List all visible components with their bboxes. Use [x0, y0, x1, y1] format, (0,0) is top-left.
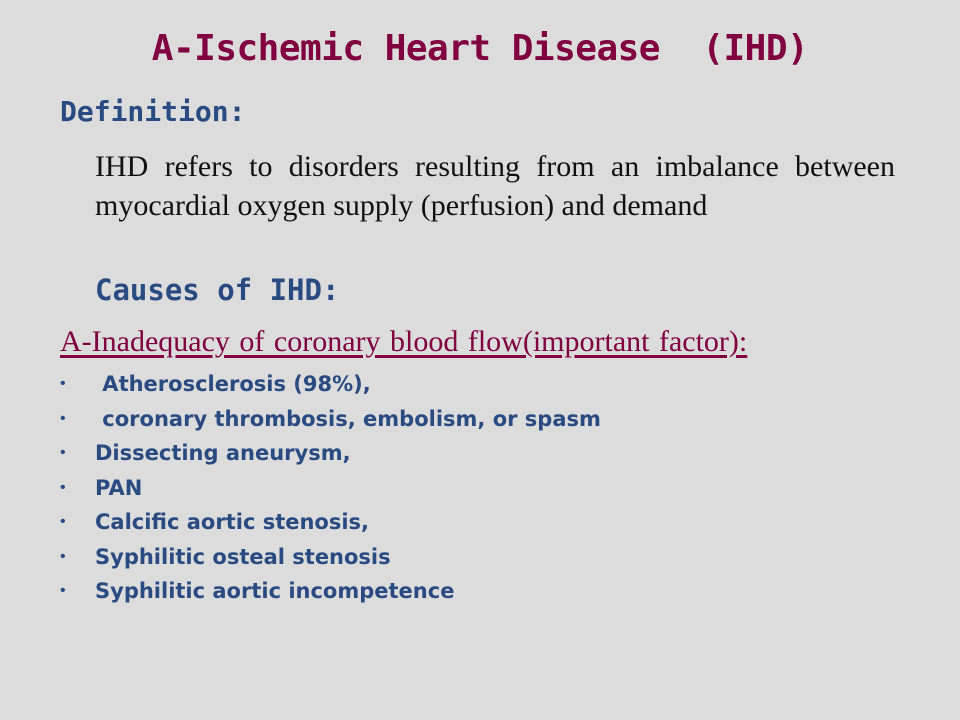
list-item	[60, 471, 601, 506]
definition-text: IHD refers to disorders resulting from an imbalance between myocardial oxygen supply (perfusion) and demand	[95, 150, 895, 222]
list-item	[60, 402, 601, 437]
causes-list	[60, 367, 601, 609]
bullet-icon: •	[60, 409, 66, 427]
slide-title: A-Ischemic Heart Disease (IHD)	[151, 28, 809, 69]
bullet-icon: •	[60, 547, 66, 565]
list-item	[60, 505, 601, 540]
list-item	[60, 574, 601, 609]
bullet-icon: •	[60, 478, 66, 496]
list-item	[60, 436, 601, 471]
list-item-text: Syphilitic osteal stenosis	[95, 544, 391, 569]
bullet-icon: •	[60, 444, 66, 462]
bullet-icon: •	[60, 582, 66, 600]
list-item-text: Syphilitic aortic incompetence	[95, 579, 455, 604]
list-item-text: coronary thrombosis, embolism, or spasm	[95, 406, 601, 431]
bullet-icon: •	[60, 375, 66, 393]
list-item-text: PAN	[95, 475, 143, 500]
list-item-text: Calcific aortic stenosis,	[95, 510, 370, 535]
causes-heading: Causes of IHD:	[95, 273, 340, 307]
list-item-text: Atherosclerosis (98%),	[95, 372, 371, 397]
list-item	[60, 367, 601, 402]
causes-subheading: A-Inadequacy of coronary blood flow(important factor):	[60, 325, 748, 358]
bullet-icon: •	[60, 513, 66, 531]
list-item	[60, 540, 601, 575]
definition-heading: Definition:	[60, 95, 246, 128]
list-item-text: Dissecting aneurysm,	[95, 441, 351, 466]
